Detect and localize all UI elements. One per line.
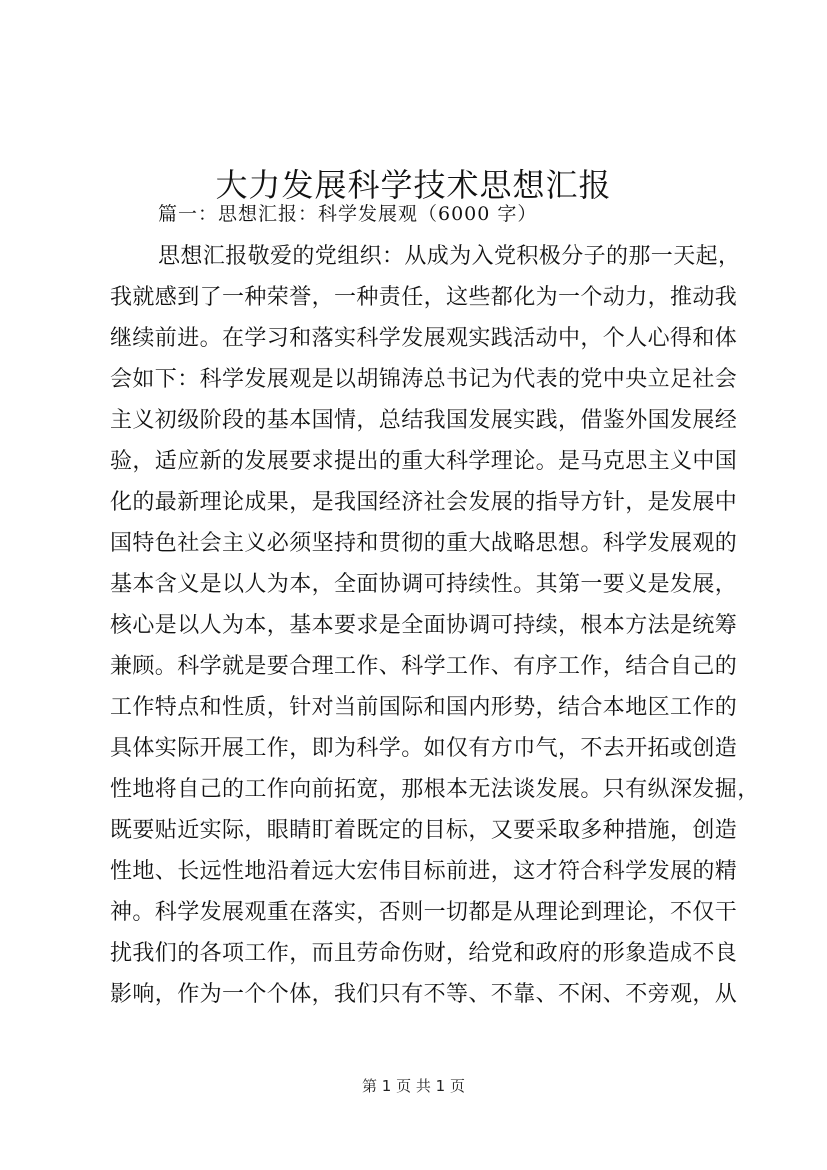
document-title: 大力发展科学技术思想汇报 (215, 166, 612, 205)
body-line: 神。科学发展观重在落实，否则一切都是从理论到理论，不仅干 (110, 900, 738, 925)
body-line: 会如下：科学发展观是以胡锦涛总书记为代表的党中央立足社会 (110, 367, 738, 392)
body-line: 性地将自己的工作向前拓宽，那根本无法谈发展。只有纵深发掘， (110, 777, 760, 802)
body-line: 影响，作为一个个体，我们只有不等、不靠、不闲、不旁观，从 (110, 982, 738, 1007)
body-line: 化的最新理论成果，是我国经济社会发展的指导方针，是发展中 (110, 490, 738, 515)
body-line: 扰我们的各项工作，而且劳命伤财，给党和政府的形象造成不良 (110, 941, 738, 966)
body-line: 核心是以人为本，基本要求是全面协调可持续，根本方法是统筹 (110, 613, 738, 638)
body-line: 具体实际开展工作，即为科学。如仅有方巾气，不去开拓或创造 (110, 736, 738, 761)
document-subtitle: 篇一：思想汇报：科学发展观（6000 字） (158, 203, 538, 225)
body-line: 基本含义是以人为本，全面协调可持续性。其第一要义是发展， (110, 572, 738, 597)
body-line: 工作特点和性质，针对当前国际和国内形势，结合本地区工作的 (110, 695, 738, 720)
document-body (110, 236, 760, 1015)
body-line: 既要贴近实际，眼睛盯着既定的目标，又要采取多种措施，创造 (110, 818, 738, 843)
body-line: 国特色社会主义必须坚持和贯彻的重大战略思想。科学发展观的 (110, 531, 738, 556)
body-line: 主义初级阶段的基本国情，总结我国发展实践，借鉴外国发展经 (110, 408, 738, 433)
body-line: 性地、长远性地沿着远大宏伟目标前进，这才符合科学发展的精 (110, 859, 738, 884)
body-line: 我就感到了一种荣誉，一种责任，这些都化为一个动力，推动我 (110, 285, 738, 310)
body-line: 继续前进。在学习和落实科学发展观实践活动中，个人心得和体 (110, 326, 738, 351)
body-line: 验，适应新的发展要求提出的重大科学理论。是马克思主义中国 (110, 449, 738, 474)
body-line: 兼顾。科学就是要合理工作、科学工作、有序工作，结合自己的 (110, 654, 738, 679)
body-line: 思想汇报敬爱的党组织：从成为入党积极分子的那一天起， (158, 244, 741, 269)
page-number-footer: 第 1 页 共 1 页 (362, 1077, 465, 1095)
